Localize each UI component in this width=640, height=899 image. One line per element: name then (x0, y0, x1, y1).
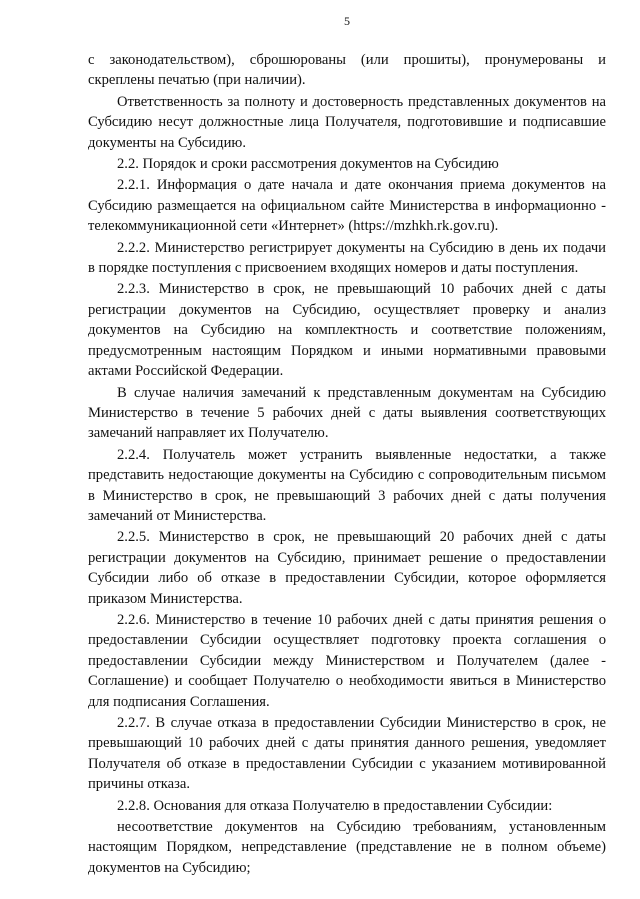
paragraph: 2.2.7. В случае отказа в предоставлении Субсидии Министерство в срок, не превышающий 10 рабочих дней с даты принятия данного решения, уведомляет Получателя об отказе в предоставлении Субсидии с указанием мотивированной причины отказа. (88, 715, 606, 793)
paragraph: несоответствие документов на Субсидию требованиям, установленным настоящим Порядком, непредставление (представление не в полном объеме) документов на Субсидию; (88, 819, 606, 876)
paragraph: 2.2.4. Получатель может устранить выявленные недостатки, а также представить недостающие документы на Субсидию с сопроводительным письмом в Министерство в срок, не превышающий 3 рабочих дней с даты получения замечаний от Министерства. (88, 446, 606, 524)
paragraph: 2.2. Порядок и сроки рассмотрения документов на Субсидию (117, 156, 499, 173)
paragraph: В случае наличия замечаний к представленным документам на Субсидию Министерство в течение 5 рабочих дней с даты выявления соответствующих замечаний направляет их Получателю. (88, 384, 606, 442)
paragraph: 2.2.3. Министерство в срок, не превышающий 10 рабочих дней с даты регистрации документов на Субсидию, осуществляет проверку и анализ документов на Субсидию на комплектность и соответствие положениям, предусмотренным настоящим Порядком и иными нормативными правовыми актами Российской Федерации. (88, 281, 606, 380)
paragraph: Ответственность за полноту и достоверность представленных документов на Субсидию несут должностные лица Получателя, подготовившие и подписавшие документы на Субсидию. (88, 93, 606, 151)
paragraph: 2.2.6. Министерство в течение 10 рабочих дней с даты принятия решения о предоставлении Субсидии осуществляет подготовку проекта соглашения о предоставлении Субсидии между Министерством и Получателем (далее - Соглашение) и сообщает Получателю о необходимости явиться в Министерство для подписания Соглашения. (88, 611, 606, 710)
paragraph: 2.2.8. Основания для отказа Получателю в предоставлении Субсидии: (117, 797, 553, 814)
paragraph: 2.2.5. Министерство в срок, не превышающий 20 рабочих дней с даты регистрации документов на Субсидию, принимает решение о предоставлении Субсидии либо об отказе в предоставлении Субсидии, которое оформляется приказом Министерства. (88, 529, 606, 607)
paragraph: 2.2.1. Информация о дате начала и дате окончания приема документов на Субсидию размещается на официальном сайте Министерства в информационно - телекоммуникационной сети «Интернет» (https://mzhkh.rk.gov.ru). (88, 177, 606, 235)
paragraph: 2.2.2. Министерство регистрирует документы на Субсидию в день их подачи в порядке поступления с присвоением входящих номеров и даты поступления. (88, 239, 606, 277)
document-body (88, 50, 606, 878)
paragraph: с законодательством), сброшюрованы (или прошиты), пронумерованы и скреплены печатью (при наличии). (88, 52, 606, 89)
page-number: 5 (344, 14, 350, 28)
